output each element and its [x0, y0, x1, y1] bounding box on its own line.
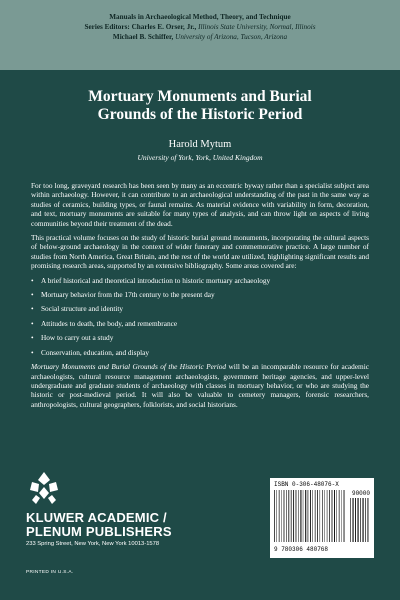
barcode-number: 9 780306 480768: [274, 546, 329, 553]
isbn-barcode-box: [270, 478, 374, 558]
publisher-address: 233 Spring Street, New York, New York 10013-1578: [26, 541, 160, 547]
book-title-line-2: Grounds of the Historic Period: [97, 106, 303, 123]
isbn-number: ISBN 0-306-48076-X: [274, 481, 339, 488]
description-paragraph-3: [31, 362, 369, 409]
book-title: [30, 88, 370, 124]
barcode-bar: [368, 498, 369, 542]
series-editor-2-line: [0, 32, 400, 42]
printed-in-label: PRINTED IN U.S.A.: [26, 570, 74, 575]
barcode-bar: [363, 498, 364, 542]
topic-item: [31, 304, 369, 313]
barcode-bar: [365, 498, 366, 542]
barcode-bar: [327, 490, 328, 542]
topic-item: [31, 333, 369, 342]
barcode-bar: [296, 490, 297, 542]
topic-item: [31, 290, 369, 299]
topic-item: [31, 348, 369, 357]
topic-text: Mortuary behavior from the 17th century to the present day: [41, 290, 215, 300]
topic-item: [31, 319, 369, 328]
barcode-bar: [300, 490, 301, 542]
barcode-bar: [360, 498, 361, 542]
barcode-bar: [308, 490, 309, 542]
series-editors-line: [0, 22, 400, 32]
barcode-bar: [310, 490, 311, 542]
description-paragraph-2: This practical volume focuses on the study of historic burial ground monuments, incorporating the cultural aspects of below-ground archaeology in the context of wider funerary and commemorative practice. A large number of studies from North America, Great Britain, and the rest of the world are utilized, highlighting significant results and promising research areas, supported by an extensive bibliography. Some areas covered are:: [31, 233, 370, 271]
topic-text: Attitudes to death, the body, and remembrance: [41, 318, 178, 328]
barcode-bar: [284, 490, 285, 542]
barcode-bar: [315, 490, 316, 542]
barcode-bar: [305, 490, 306, 542]
addon-barcode-icon: [350, 498, 370, 542]
barcode-bar: [288, 490, 289, 542]
bullet-icon: •: [31, 304, 34, 314]
price-code: 90000: [351, 490, 370, 497]
bullet-icon: •: [31, 333, 34, 343]
barcode-bar: [358, 498, 359, 542]
book-title-line-1: Mortuary Monuments and Burial: [88, 88, 312, 105]
bullet-icon: •: [31, 347, 34, 357]
description-paragraph-1: For too long, graveyard research has been seen by many as an eccentric byway rather than a specialist subject area within archaeology. However, it can contribute to an archaeological understanding of the past in the same way as studies of ceramics, building types, or faunal remains. As material evidence with variability in form, decoration, and text, mortuary monuments are suitable for many types of analysis, and can throw light on aspects of living communities beyond their treatment of the dead.: [31, 181, 369, 228]
topic-item: [31, 276, 369, 285]
series-editor-1-affiliation: Illinois State University, Normal, Illinois: [198, 23, 316, 31]
kluwer-leaf-logo-icon: [26, 470, 62, 510]
bullet-icon: •: [31, 290, 34, 300]
barcode-bar: [339, 490, 340, 542]
publisher-name-line-1: KLUWER ACADEMIC /: [26, 510, 167, 525]
barcode-bar: [334, 490, 335, 542]
barcode-bar: [322, 490, 323, 542]
series-editor-1-name: Series Editors: Charles E. Orser, Jr.,: [84, 23, 197, 31]
barcode-bar: [291, 490, 292, 542]
barcode-bar: [355, 498, 356, 542]
publisher-name-line-2: PLENUM PUBLISHERS: [26, 524, 172, 539]
author-name: Harold Mytum: [168, 139, 232, 150]
barcode-bar: [353, 498, 354, 542]
bullet-icon: •: [31, 318, 34, 328]
series-title: Manuals in Archaeological Method, Theory, and Technique: [109, 13, 291, 21]
description-body: [31, 181, 369, 414]
series-editor-2-name: Michael B. Schiffer,: [112, 33, 174, 41]
paragraph-3-text: will be an incomparable resource for academic archaeologists, cultural resource management archaeologists, government heritage agencies, and upper-level undergraduate and graduate students of archaeology with classes in mortuary behavior, or who are studying the historic or post-medieval period. It will also be valuable to cemetery managers, forensic researchers, anthropologists, cultural geographers, folklorists, and social historians.: [31, 362, 369, 409]
series-info: [0, 12, 400, 42]
paragraph-3-title-ref: Mortuary Monuments and Burial Grounds of the Historic Period: [31, 362, 227, 372]
barcode-icon: [274, 490, 346, 542]
topic-text: How to carry out a study: [41, 333, 114, 343]
barcode-bar: [286, 490, 287, 542]
topic-text: Social structure and identity: [41, 304, 124, 314]
series-editor-2-affiliation: University of Arizona, Tucson, Arizona: [175, 33, 288, 41]
bullet-icon: •: [31, 275, 34, 285]
topic-text: A brief historical and theoretical introduction to historic mortuary archaeology: [41, 275, 271, 285]
author-affiliation: University of York, York, United Kingdom: [137, 153, 263, 162]
barcode-bar: [279, 490, 280, 542]
barcode-bar: [344, 490, 345, 542]
barcode-bar: [332, 490, 333, 542]
topic-text: Conservation, education, and display: [41, 347, 150, 357]
topics-list: [31, 276, 369, 357]
barcode-bar: [329, 490, 330, 542]
barcode-bar: [317, 490, 318, 542]
barcode-bar: [274, 490, 275, 542]
barcode-bar: [350, 498, 351, 542]
barcode-bar: [293, 490, 294, 542]
